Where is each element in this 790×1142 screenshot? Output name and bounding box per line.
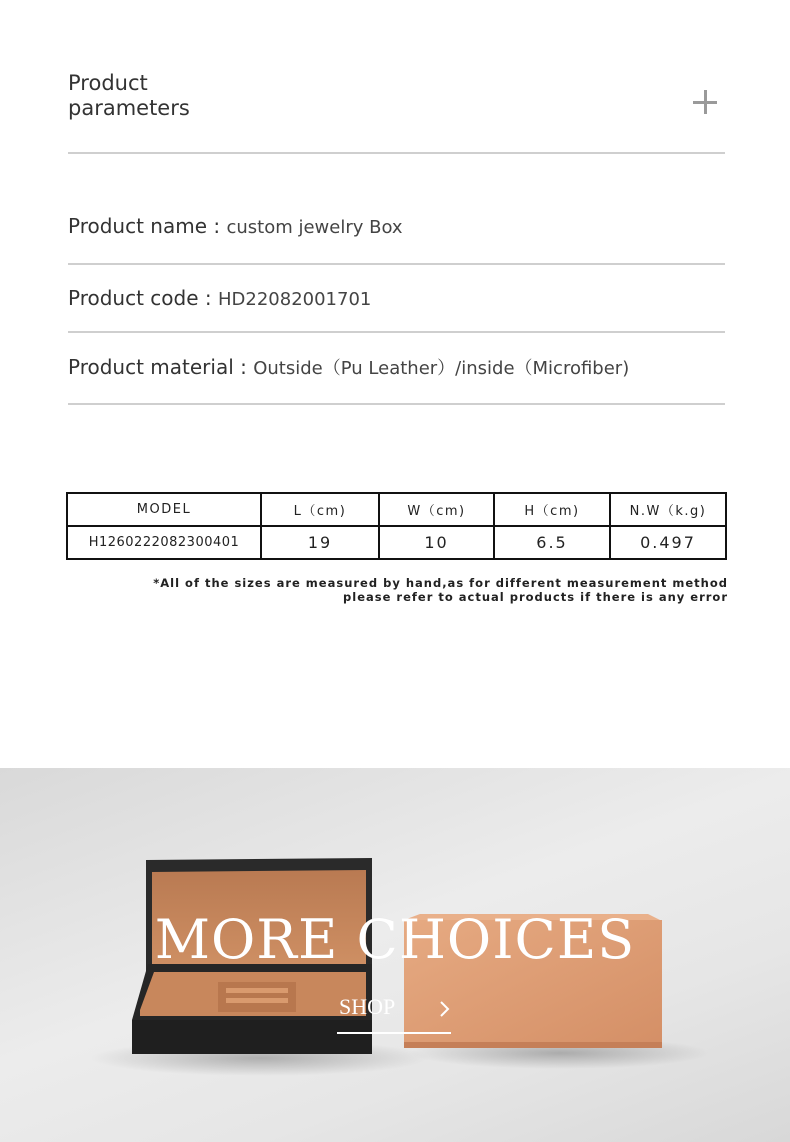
header-model: MODEL	[67, 493, 261, 526]
chevron-right-icon	[438, 1000, 452, 1018]
cell-height: 6.5	[494, 526, 610, 559]
params-divider	[68, 152, 725, 154]
product-material-row	[68, 354, 629, 380]
shop-link[interactable]	[337, 992, 451, 1034]
header-length: L（cm)	[261, 493, 379, 526]
note-line-1: *All of the sizes are measured by hand,as for different measurement method	[153, 576, 728, 590]
product-material-label: Product material :	[68, 355, 247, 379]
shop-label: SHOP	[339, 994, 396, 1019]
ring-slot	[218, 982, 296, 1012]
table-row	[67, 526, 726, 559]
table-header-row	[67, 493, 726, 526]
row-divider	[68, 263, 725, 265]
header-width: W（cm)	[379, 493, 494, 526]
spec-table	[66, 492, 727, 560]
ring-slot	[226, 998, 288, 1003]
params-title: Product parameters	[68, 71, 190, 120]
more-choices-banner[interactable]	[0, 768, 790, 1142]
base-front	[132, 1020, 372, 1054]
note-line-2: please refer to actual products if there is any error	[343, 590, 728, 604]
cell-model: H1260222082300401	[67, 526, 261, 559]
product-material-value: Outside（Pu Leather）/inside（Microfiber)	[253, 358, 630, 379]
closed-box-seam	[404, 1042, 662, 1048]
product-name-label: Product name :	[68, 214, 221, 238]
row-divider	[68, 403, 725, 405]
product-code-label: Product code :	[68, 286, 212, 310]
header-net-weight: N.W（k.g)	[610, 493, 726, 526]
measurement-note	[153, 576, 728, 604]
ring-slot	[226, 988, 288, 993]
plus-icon[interactable]	[693, 90, 717, 114]
cell-net-weight: 0.497	[610, 526, 726, 559]
product-name-row	[68, 214, 403, 238]
cell-width: 10	[379, 526, 494, 559]
row-divider	[68, 331, 725, 333]
cell-length: 19	[261, 526, 379, 559]
product-code-row	[68, 286, 371, 310]
product-code-value: HD22082001701	[217, 289, 372, 310]
header-height: H（cm)	[494, 493, 610, 526]
product-name-value: custom jewelry Box	[226, 217, 403, 238]
more-choices-headline: MORE CHOICES	[154, 908, 636, 971]
